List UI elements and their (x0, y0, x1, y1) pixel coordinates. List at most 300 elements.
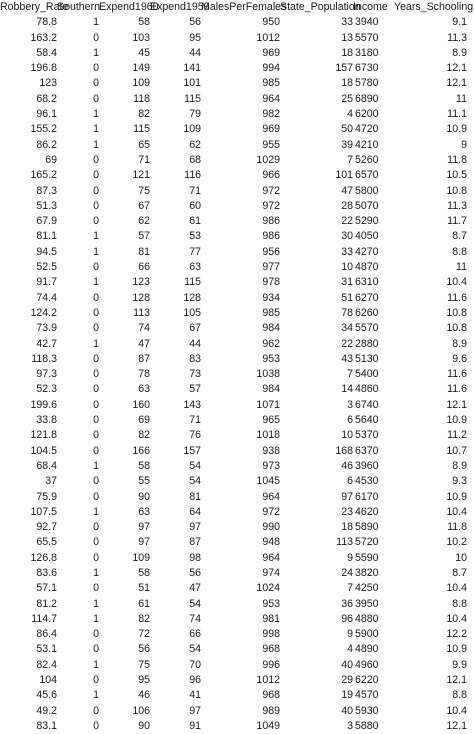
cell-income[interactable]: 2880 (355, 337, 379, 350)
cell-robbery-rate[interactable]: 69 (45, 153, 57, 166)
cell-southern[interactable]: 0 (93, 475, 99, 488)
cell-expend1959[interactable]: 91 (189, 719, 201, 732)
cell-expend1959[interactable]: 41 (189, 689, 201, 702)
cell-income[interactable]: 5260 (355, 153, 379, 166)
cell-income[interactable]: 5590 (355, 551, 379, 564)
cell-years-schooling[interactable]: 12.2 (446, 628, 467, 641)
cell-income[interactable]: 5780 (355, 77, 379, 90)
cell-expend1959[interactable]: 60 (189, 199, 201, 212)
cell-expend1960[interactable]: 56 (138, 643, 150, 656)
cell-expend1959[interactable]: 62 (189, 138, 201, 151)
cell-males-per-females[interactable]: 1012 (256, 674, 280, 687)
cell-southern[interactable]: 0 (93, 169, 99, 182)
cell-robbery-rate[interactable]: 51.3 (36, 199, 57, 212)
cell-robbery-rate[interactable]: 52.5 (36, 261, 57, 274)
cell-state-population[interactable]: 23 (341, 505, 353, 518)
cell-years-schooling[interactable]: 8.7 (452, 230, 467, 243)
cell-southern[interactable]: 0 (93, 536, 99, 549)
cell-robbery-rate[interactable]: 199.6 (30, 398, 57, 411)
cell-years-schooling[interactable]: 10.8 (446, 306, 467, 319)
cell-males-per-females[interactable]: 981 (262, 612, 280, 625)
cell-robbery-rate[interactable]: 81.1 (36, 230, 57, 243)
cell-expend1959[interactable]: 141 (183, 62, 201, 75)
cell-robbery-rate[interactable]: 104.5 (30, 444, 57, 457)
cell-southern[interactable]: 1 (93, 612, 99, 625)
cell-state-population[interactable]: 19 (341, 689, 353, 702)
header-years-schooling[interactable]: Years_Schooling (394, 1, 474, 13)
cell-years-schooling[interactable]: 10.8 (446, 322, 467, 335)
cell-income[interactable]: 4880 (355, 612, 379, 625)
cell-males-per-females[interactable]: 982 (262, 108, 280, 121)
cell-southern[interactable]: 0 (93, 490, 99, 503)
cell-expend1959[interactable]: 116 (184, 169, 201, 182)
cell-state-population[interactable]: 6 (347, 475, 353, 488)
cell-males-per-females[interactable]: 1038 (256, 368, 280, 381)
cell-expend1960[interactable]: 118 (133, 92, 150, 105)
cell-state-population[interactable]: 30 (341, 230, 353, 243)
cell-income[interactable]: 6730 (355, 62, 379, 75)
cell-income[interactable]: 4250 (355, 582, 379, 595)
cell-state-population[interactable]: 18 (341, 77, 353, 90)
cell-males-per-females[interactable]: 986 (262, 215, 280, 228)
cell-southern[interactable]: 0 (93, 368, 99, 381)
cell-robbery-rate[interactable]: 33.8 (36, 414, 57, 427)
cell-years-schooling[interactable]: 11.2 (447, 429, 467, 442)
cell-southern[interactable]: 0 (93, 704, 99, 717)
cell-males-per-females[interactable]: 964 (262, 551, 280, 564)
cell-income[interactable]: 5130 (355, 352, 379, 365)
cell-income[interactable]: 5570 (355, 322, 379, 335)
cell-expend1960[interactable]: 166 (132, 444, 150, 457)
cell-years-schooling[interactable]: 9.1 (452, 16, 467, 29)
cell-state-population[interactable]: 33 (341, 16, 353, 29)
cell-southern[interactable]: 1 (93, 597, 99, 610)
cell-expend1959[interactable]: 71 (189, 184, 201, 197)
cell-expend1960[interactable]: 121 (132, 169, 150, 182)
cell-males-per-females[interactable]: 1029 (256, 153, 280, 166)
cell-southern[interactable]: 1 (93, 566, 99, 579)
cell-southern[interactable]: 0 (93, 291, 99, 304)
header-expend1960[interactable]: Expend1960 (99, 1, 159, 13)
cell-southern[interactable]: 1 (93, 123, 99, 136)
cell-state-population[interactable]: 78 (341, 306, 353, 319)
cell-state-population[interactable]: 50 (341, 123, 353, 136)
cell-southern[interactable]: 0 (93, 551, 99, 564)
cell-years-schooling[interactable]: 10.4 (446, 276, 467, 289)
cell-years-schooling[interactable]: 12.1 (446, 77, 467, 90)
cell-males-per-females[interactable]: 1012 (256, 31, 280, 44)
cell-expend1959[interactable]: 73 (189, 368, 201, 381)
cell-income[interactable]: 4860 (355, 383, 379, 396)
cell-southern[interactable]: 1 (93, 245, 99, 258)
cell-expend1959[interactable]: 97 (189, 521, 201, 534)
cell-expend1959[interactable]: 128 (183, 291, 201, 304)
cell-expend1959[interactable]: 66 (189, 628, 201, 641)
cell-robbery-rate[interactable]: 86.4 (36, 628, 57, 641)
cell-expend1960[interactable]: 97 (138, 521, 150, 534)
cell-years-schooling[interactable]: 11.6 (447, 291, 467, 304)
cell-robbery-rate[interactable]: 118.3 (31, 352, 57, 365)
cell-state-population[interactable]: 46 (341, 459, 353, 472)
cell-income[interactable]: 5900 (355, 628, 379, 641)
cell-robbery-rate[interactable]: 96.1 (36, 108, 57, 121)
cell-income[interactable]: 4720 (355, 123, 379, 136)
cell-robbery-rate[interactable]: 68.2 (36, 92, 57, 105)
cell-state-population[interactable]: 3 (347, 719, 353, 732)
cell-males-per-females[interactable]: 974 (262, 566, 280, 579)
cell-years-schooling[interactable]: 8.8 (452, 245, 467, 258)
cell-robbery-rate[interactable]: 53.1 (36, 643, 57, 656)
cell-income[interactable]: 6170 (355, 490, 379, 503)
cell-expend1960[interactable]: 72 (138, 628, 150, 641)
cell-southern[interactable]: 0 (93, 643, 99, 656)
cell-expend1959[interactable]: 67 (189, 322, 201, 335)
cell-males-per-females[interactable]: 1071 (256, 398, 280, 411)
cell-southern[interactable]: 1 (93, 16, 99, 29)
cell-state-population[interactable]: 4 (347, 108, 353, 121)
cell-expend1959[interactable]: 74 (189, 612, 201, 625)
cell-robbery-rate[interactable]: 67.9 (36, 215, 57, 228)
cell-years-schooling[interactable]: 12.1 (446, 719, 467, 732)
cell-robbery-rate[interactable]: 91.7 (36, 276, 57, 289)
cell-expend1959[interactable]: 71 (189, 414, 201, 427)
cell-males-per-females[interactable]: 972 (262, 199, 280, 212)
cell-southern[interactable]: 0 (93, 628, 99, 641)
cell-years-schooling[interactable]: 10 (455, 551, 467, 564)
cell-males-per-females[interactable]: 973 (262, 459, 280, 472)
cell-income[interactable]: 5930 (355, 704, 379, 717)
cell-expend1959[interactable]: 105 (183, 306, 201, 319)
cell-robbery-rate[interactable]: 75.9 (36, 490, 57, 503)
cell-expend1960[interactable]: 58 (138, 16, 150, 29)
cell-state-population[interactable]: 157 (335, 62, 353, 75)
cell-expend1959[interactable]: 56 (189, 16, 201, 29)
cell-robbery-rate[interactable]: 83.6 (36, 566, 57, 579)
cell-state-population[interactable]: 34 (341, 322, 353, 335)
cell-expend1959[interactable]: 97 (189, 704, 201, 717)
cell-state-population[interactable]: 43 (341, 352, 353, 365)
cell-robbery-rate[interactable]: 68.4 (36, 459, 57, 472)
cell-southern[interactable]: 0 (93, 398, 99, 411)
cell-expend1960[interactable]: 75 (138, 658, 150, 671)
cell-southern[interactable]: 1 (93, 658, 99, 671)
cell-expend1960[interactable]: 128 (132, 291, 150, 304)
cell-males-per-females[interactable]: 994 (262, 62, 280, 75)
cell-years-schooling[interactable]: 11 (456, 261, 467, 274)
cell-expend1960[interactable]: 55 (138, 475, 150, 488)
cell-income[interactable]: 5800 (355, 184, 379, 197)
cell-expend1959[interactable]: 79 (189, 108, 201, 121)
cell-expend1959[interactable]: 109 (183, 123, 201, 136)
cell-income[interactable]: 5880 (355, 719, 379, 732)
cell-state-population[interactable]: 7 (347, 582, 353, 595)
cell-state-population[interactable]: 47 (341, 184, 353, 197)
cell-southern[interactable]: 0 (93, 674, 99, 687)
cell-expend1960[interactable]: 66 (138, 261, 150, 274)
cell-expend1960[interactable]: 115 (133, 123, 150, 136)
cell-males-per-females[interactable]: 996 (262, 658, 280, 671)
cell-income[interactable]: 6200 (355, 108, 379, 121)
cell-years-schooling[interactable]: 11.6 (447, 368, 467, 381)
cell-southern[interactable]: 0 (93, 414, 99, 427)
cell-income[interactable]: 5640 (355, 414, 379, 427)
cell-state-population[interactable]: 9 (347, 628, 353, 641)
cell-years-schooling[interactable]: 10.9 (446, 643, 467, 656)
cell-expend1960[interactable]: 81 (138, 245, 150, 258)
cell-income[interactable]: 6220 (355, 674, 379, 687)
cell-expend1960[interactable]: 58 (138, 566, 150, 579)
cell-southern[interactable]: 1 (93, 46, 99, 59)
cell-years-schooling[interactable]: 11.6 (447, 383, 467, 396)
cell-income[interactable]: 5570 (355, 31, 379, 44)
cell-expend1959[interactable]: 64 (189, 505, 201, 518)
cell-southern[interactable]: 0 (93, 184, 99, 197)
cell-years-schooling[interactable]: 10.7 (446, 444, 467, 457)
cell-expend1959[interactable]: 54 (189, 597, 201, 610)
cell-state-population[interactable]: 40 (341, 658, 353, 671)
cell-state-population[interactable]: 7 (347, 153, 353, 166)
cell-income[interactable]: 6370 (355, 444, 379, 457)
cell-state-population[interactable]: 14 (341, 383, 353, 396)
cell-expend1959[interactable]: 157 (183, 444, 201, 457)
cell-expend1960[interactable]: 109 (132, 77, 150, 90)
cell-robbery-rate[interactable]: 37 (45, 475, 57, 488)
cell-southern[interactable]: 1 (93, 230, 99, 243)
cell-males-per-females[interactable]: 966 (262, 169, 280, 182)
cell-southern[interactable]: 0 (93, 153, 99, 166)
cell-males-per-females[interactable]: 1049 (256, 719, 280, 732)
cell-years-schooling[interactable]: 8.9 (452, 459, 467, 472)
cell-state-population[interactable]: 13 (341, 31, 353, 44)
cell-robbery-rate[interactable]: 107.5 (30, 505, 57, 518)
cell-southern[interactable]: 0 (93, 306, 99, 319)
cell-robbery-rate[interactable]: 155.2 (30, 123, 57, 136)
cell-state-population[interactable]: 25 (341, 92, 353, 105)
cell-robbery-rate[interactable]: 73.9 (36, 322, 57, 335)
cell-robbery-rate[interactable]: 114.7 (31, 612, 57, 625)
cell-males-per-females[interactable]: 984 (262, 322, 280, 335)
cell-expend1960[interactable]: 71 (138, 153, 150, 166)
cell-state-population[interactable]: 10 (341, 261, 353, 274)
cell-southern[interactable]: 1 (93, 276, 99, 289)
cell-income[interactable]: 3940 (355, 16, 379, 29)
cell-males-per-females[interactable]: 986 (262, 230, 280, 243)
cell-robbery-rate[interactable]: 57.1 (36, 582, 57, 595)
cell-years-schooling[interactable]: 11.1 (447, 108, 467, 121)
cell-state-population[interactable]: 113 (336, 536, 353, 549)
cell-expend1960[interactable]: 97 (138, 536, 150, 549)
cell-years-schooling[interactable]: 9.6 (452, 352, 467, 365)
cell-robbery-rate[interactable]: 124.2 (30, 306, 57, 319)
cell-robbery-rate[interactable]: 94.5 (36, 245, 57, 258)
cell-income[interactable]: 5400 (355, 368, 379, 381)
cell-expend1959[interactable]: 95 (189, 31, 201, 44)
cell-years-schooling[interactable]: 11 (456, 92, 467, 105)
cell-state-population[interactable]: 51 (341, 291, 353, 304)
cell-income[interactable]: 6310 (355, 276, 379, 289)
cell-years-schooling[interactable]: 11.7 (447, 215, 467, 228)
cell-years-schooling[interactable]: 11.3 (447, 199, 467, 212)
cell-state-population[interactable]: 6 (347, 414, 353, 427)
cell-robbery-rate[interactable]: 97.3 (36, 368, 57, 381)
cell-southern[interactable]: 0 (93, 62, 99, 75)
cell-males-per-females[interactable]: 989 (262, 704, 280, 717)
cell-years-schooling[interactable]: 11.3 (447, 31, 467, 44)
cell-expend1960[interactable]: 61 (138, 597, 150, 610)
cell-state-population[interactable]: 18 (341, 521, 353, 534)
cell-years-schooling[interactable]: 12.1 (446, 398, 467, 411)
cell-income[interactable]: 3180 (355, 46, 379, 59)
cell-years-schooling[interactable]: 10.4 (446, 704, 467, 717)
cell-expend1960[interactable]: 103 (132, 31, 150, 44)
cell-years-schooling[interactable]: 11.8 (447, 521, 467, 534)
cell-males-per-females[interactable]: 934 (262, 291, 280, 304)
cell-expend1960[interactable]: 63 (138, 505, 150, 518)
cell-expend1959[interactable]: 56 (189, 566, 201, 579)
cell-expend1959[interactable]: 81 (189, 490, 201, 503)
cell-income[interactable]: 4270 (355, 245, 379, 258)
cell-expend1960[interactable]: 160 (132, 398, 150, 411)
cell-income[interactable]: 3820 (355, 566, 379, 579)
cell-years-schooling[interactable]: 10.2 (446, 536, 467, 549)
cell-years-schooling[interactable]: 8.9 (452, 46, 467, 59)
cell-years-schooling[interactable]: 10.9 (446, 414, 467, 427)
cell-years-schooling[interactable]: 9 (461, 138, 467, 151)
cell-state-population[interactable]: 168 (335, 444, 353, 457)
cell-years-schooling[interactable]: 10.9 (446, 490, 467, 503)
cell-income[interactable]: 6260 (355, 306, 379, 319)
cell-expend1959[interactable]: 54 (189, 459, 201, 472)
cell-years-schooling[interactable]: 9.9 (452, 658, 467, 671)
cell-income[interactable]: 4870 (355, 261, 379, 274)
cell-years-schooling[interactable]: 10.5 (446, 169, 467, 182)
cell-expend1960[interactable]: 47 (138, 337, 150, 350)
cell-males-per-females[interactable]: 972 (262, 505, 280, 518)
cell-robbery-rate[interactable]: 163.2 (30, 31, 57, 44)
cell-expend1960[interactable]: 82 (138, 612, 150, 625)
cell-years-schooling[interactable]: 10.4 (446, 612, 467, 625)
cell-years-schooling[interactable]: 10.8 (446, 184, 467, 197)
cell-income[interactable]: 4960 (355, 658, 379, 671)
cell-males-per-females[interactable]: 938 (262, 444, 280, 457)
cell-years-schooling[interactable]: 12.1 (446, 674, 467, 687)
cell-robbery-rate[interactable]: 86.2 (36, 138, 57, 151)
cell-robbery-rate[interactable]: 49.2 (36, 704, 57, 717)
cell-expend1960[interactable]: 78 (138, 368, 150, 381)
cell-expend1960[interactable]: 82 (138, 429, 150, 442)
cell-expend1960[interactable]: 106 (132, 704, 150, 717)
cell-expend1959[interactable]: 115 (184, 92, 201, 105)
cell-robbery-rate[interactable]: 196.8 (30, 62, 57, 75)
cell-robbery-rate[interactable]: 104 (39, 674, 57, 687)
cell-years-schooling[interactable]: 10.9 (446, 123, 467, 136)
cell-robbery-rate[interactable]: 58.4 (36, 46, 57, 59)
cell-males-per-females[interactable]: 955 (262, 138, 280, 151)
cell-males-per-females[interactable]: 977 (262, 261, 280, 274)
cell-years-schooling[interactable]: 10.4 (446, 505, 467, 518)
cell-expend1959[interactable]: 44 (189, 46, 201, 59)
cell-income[interactable]: 6740 (355, 398, 379, 411)
cell-state-population[interactable]: 4 (347, 643, 353, 656)
cell-years-schooling[interactable]: 11.8 (447, 153, 467, 166)
cell-southern[interactable]: 0 (93, 92, 99, 105)
cell-expend1960[interactable]: 90 (138, 719, 150, 732)
cell-income[interactable]: 3950 (355, 597, 379, 610)
cell-expend1959[interactable]: 70 (189, 658, 201, 671)
cell-southern[interactable]: 1 (93, 459, 99, 472)
cell-southern[interactable]: 1 (93, 138, 99, 151)
cell-expend1960[interactable]: 113 (133, 306, 150, 319)
cell-males-per-females[interactable]: 953 (262, 597, 280, 610)
cell-robbery-rate[interactable]: 92.7 (36, 521, 57, 534)
cell-years-schooling[interactable]: 8.7 (452, 566, 467, 579)
cell-expend1960[interactable]: 74 (138, 322, 150, 335)
cell-males-per-females[interactable]: 1045 (256, 475, 280, 488)
cell-males-per-females[interactable]: 969 (262, 123, 280, 136)
cell-income[interactable]: 4210 (355, 138, 379, 151)
cell-years-schooling[interactable]: 8.8 (452, 689, 467, 702)
cell-southern[interactable]: 0 (93, 199, 99, 212)
cell-robbery-rate[interactable]: 78.8 (36, 16, 57, 29)
cell-expend1959[interactable]: 77 (189, 245, 201, 258)
cell-robbery-rate[interactable]: 45.6 (36, 689, 57, 702)
cell-expend1960[interactable]: 62 (138, 215, 150, 228)
cell-income[interactable]: 5070 (355, 199, 379, 212)
cell-males-per-females[interactable]: 985 (262, 77, 280, 90)
cell-expend1960[interactable]: 109 (132, 551, 150, 564)
cell-expend1959[interactable]: 47 (189, 582, 201, 595)
cell-expend1960[interactable]: 123 (132, 276, 150, 289)
cell-state-population[interactable]: 33 (341, 245, 353, 258)
cell-expend1960[interactable]: 75 (138, 184, 150, 197)
cell-expend1960[interactable]: 69 (138, 414, 150, 427)
cell-state-population[interactable]: 22 (341, 337, 353, 350)
cell-males-per-females[interactable]: 969 (262, 46, 280, 59)
cell-males-per-females[interactable]: 985 (262, 306, 280, 319)
cell-expend1959[interactable]: 143 (183, 398, 201, 411)
cell-state-population[interactable]: 28 (341, 199, 353, 212)
cell-state-population[interactable]: 9 (347, 551, 353, 564)
header-males-per-females[interactable]: MalesPerFemales (201, 1, 287, 13)
cell-males-per-females[interactable]: 990 (262, 521, 280, 534)
cell-expend1960[interactable]: 45 (138, 46, 150, 59)
cell-income[interactable]: 5720 (355, 536, 379, 549)
cell-males-per-females[interactable]: 972 (262, 184, 280, 197)
cell-robbery-rate[interactable]: 42.7 (36, 337, 57, 350)
cell-expend1960[interactable]: 67 (138, 199, 150, 212)
cell-state-population[interactable]: 7 (347, 368, 353, 381)
cell-expend1960[interactable]: 65 (138, 138, 150, 151)
cell-expend1959[interactable]: 98 (189, 551, 201, 564)
cell-state-population[interactable]: 10 (341, 429, 353, 442)
cell-state-population[interactable]: 40 (341, 704, 353, 717)
cell-robbery-rate[interactable]: 165.2 (30, 169, 57, 182)
cell-income[interactable]: 4620 (355, 505, 379, 518)
cell-income[interactable]: 4570 (355, 689, 379, 702)
cell-males-per-females[interactable]: 953 (262, 352, 280, 365)
cell-robbery-rate[interactable]: 126.8 (30, 551, 57, 564)
cell-robbery-rate[interactable]: 65.5 (36, 536, 57, 549)
header-state-population[interactable]: State_Population (280, 1, 361, 13)
cell-southern[interactable]: 1 (93, 689, 99, 702)
cell-males-per-females[interactable]: 984 (262, 383, 280, 396)
cell-southern[interactable]: 0 (93, 261, 99, 274)
cell-southern[interactable]: 0 (93, 444, 99, 457)
cell-robbery-rate[interactable]: 74.4 (36, 291, 57, 304)
cell-southern[interactable]: 1 (93, 505, 99, 518)
cell-income[interactable]: 5370 (355, 429, 379, 442)
cell-state-population[interactable]: 18 (341, 46, 353, 59)
